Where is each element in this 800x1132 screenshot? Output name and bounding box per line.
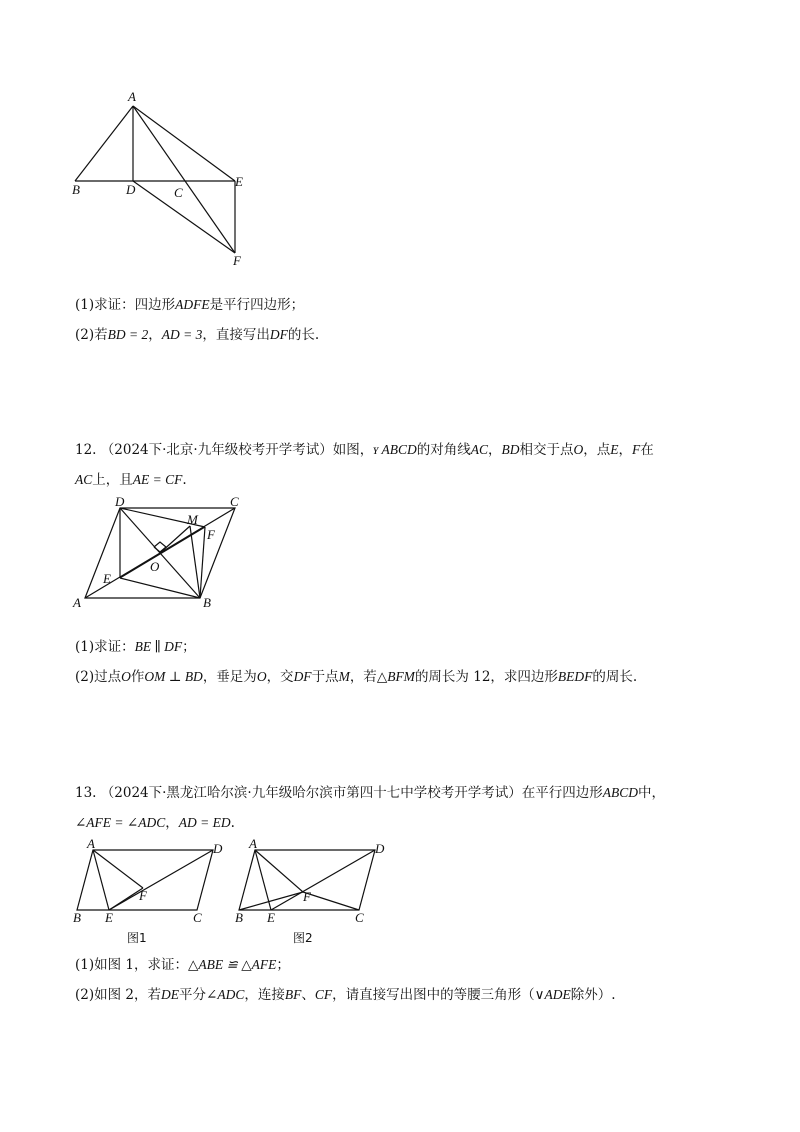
figure-q11-lines <box>75 106 235 253</box>
fig1-label-F: F <box>139 888 147 903</box>
fig2-label-E: E <box>267 910 275 925</box>
q13-part1: (1)如图 1，求证：△ABE ≌ △AFE； <box>75 957 290 973</box>
fig1-label-B: B <box>73 910 81 925</box>
label-C: C <box>174 185 183 200</box>
q11-part1: (1)求证：四边形ADFE是平行四边形； <box>75 297 305 313</box>
label-B: B <box>72 182 80 197</box>
q12-part2: (2)过点O作OM ⊥ BD，垂足为O，交DF于点M，若△BFM的周长为 12，求四边形BEDF的周长. <box>75 669 638 685</box>
label-B: B <box>203 595 211 610</box>
fig13-caption2: 图2 <box>293 931 313 945</box>
label-C: C <box>230 494 239 509</box>
q12-header: 12. （2024下·北京·九年级校考开学考试）如图，ʏ ABCD的对角线AC，BD相交于点O，点E，F在 <box>75 442 654 458</box>
fig1-label-E: E <box>105 910 113 925</box>
q13-header-line2: ∠AFE = ∠ADC，AD = ED. <box>75 815 235 831</box>
fig2-label-B: B <box>235 910 243 925</box>
fig1-label-A: A <box>87 838 95 851</box>
fig1-label-C: C <box>193 910 202 925</box>
fig2-label-F: F <box>303 889 311 904</box>
fig2-label-C: C <box>355 910 364 925</box>
label-E: E <box>235 174 243 189</box>
fig1-label-D: D <box>213 841 223 856</box>
figure-q12 <box>65 493 255 611</box>
label-F: F <box>207 527 215 542</box>
fig13-caption1: 图1 <box>127 931 147 945</box>
q12-part1: (1)求证：BE ∥ DF； <box>75 639 196 655</box>
label-A: A <box>128 89 136 104</box>
q13-part2: (2)如图 2，若DE平分∠ADC，连接BF、CF，请直接写出图中的等腰三角形（∨ADE除外）. <box>75 987 616 1003</box>
label-D: D <box>115 494 125 509</box>
label-E: E <box>103 571 111 586</box>
label-O: O <box>150 559 160 574</box>
label-M: M <box>187 512 198 527</box>
q11-part2: (2)若BD = 2，AD = 3，直接写出DF的长. <box>75 327 320 343</box>
figure-q11 <box>60 88 270 273</box>
figure-q13 <box>65 838 405 948</box>
q12-header-line2: AC上，且AE = CF. <box>75 472 187 488</box>
label-D: D <box>126 182 136 197</box>
q13-header: 13. （2024下·黑龙江哈尔滨·九年级哈尔滨市第四十七中学校考开学考试）在平行四边形ABCD中， <box>75 785 665 801</box>
fig2-label-A: A <box>249 838 257 851</box>
label-A: A <box>73 595 81 610</box>
fig2-label-D: D <box>375 841 385 856</box>
label-F: F <box>233 253 241 268</box>
